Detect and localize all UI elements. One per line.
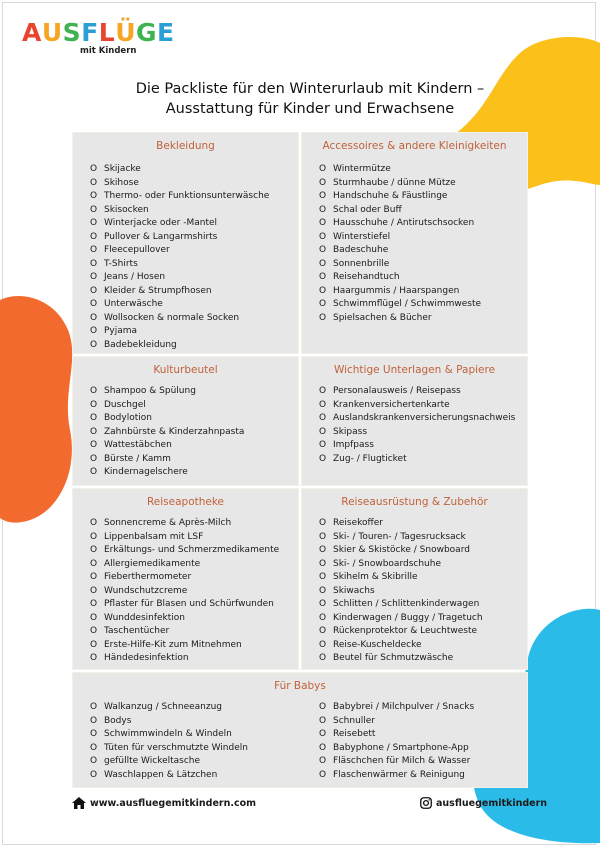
checklist-item <box>319 701 474 715</box>
checkbox-circle-icon: O <box>90 339 98 350</box>
checklist-item-label: Erste-Hilfe-Kit zum Mitnehmen <box>104 639 242 650</box>
checklist-item-label: Händedesinfektion <box>104 653 189 663</box>
checklist-item <box>90 652 279 666</box>
checkbox-circle-icon: O <box>90 467 98 477</box>
checkbox-circle-icon: O <box>90 453 98 464</box>
checklist-item-label: Schwimmwindeln & Windeln <box>104 729 232 739</box>
checklist-item-label: Bodylotion <box>104 413 152 423</box>
checklist-item <box>319 298 481 312</box>
checklist-item-label: Hausschuhe / Antirutschsocken <box>333 218 475 228</box>
checklist-item <box>319 769 474 783</box>
checklist-item <box>319 177 481 191</box>
checkbox-circle-icon: O <box>90 326 98 336</box>
section-title: Kulturbeutel <box>153 364 218 376</box>
checklist-item <box>90 426 244 440</box>
checklist-item-label: Walkanzug / Schneeanzug <box>104 702 223 712</box>
logo-letter: G <box>136 18 158 47</box>
checklist-item-label: Reisekoffer <box>333 518 383 528</box>
checkbox-circle-icon: O <box>90 626 98 636</box>
checklist-item <box>90 258 269 272</box>
section-title: Bekleidung <box>156 140 215 152</box>
checkbox-circle-icon: O <box>319 572 327 582</box>
checklist-item <box>90 728 248 742</box>
checklist-item-label: Taschentücher <box>104 626 170 636</box>
checklist-item <box>319 544 483 558</box>
logo-wordmark <box>22 20 175 46</box>
checklist-item-label: Skier & Skistöcke / Snowboard <box>333 545 470 555</box>
checklist-item-label: Handschuhe & Fäustlinge <box>333 191 448 201</box>
checklist-item <box>319 258 481 272</box>
checklist-item <box>319 439 515 453</box>
checklist-item <box>90 312 269 326</box>
checklist-item-label: Impfpass <box>333 440 374 450</box>
checklist-item <box>90 558 279 572</box>
section-reiseapotheke <box>72 488 299 670</box>
checklist-item-label: Pullover & Langarmshirts <box>104 231 218 242</box>
checkbox-circle-icon: O <box>90 413 98 423</box>
checkbox-circle-icon: O <box>319 626 327 636</box>
checkbox-circle-icon: O <box>319 218 327 228</box>
checkbox-circle-icon: O <box>319 518 327 528</box>
checklist-item <box>90 466 244 480</box>
checklist-item-label: Wattestäbchen <box>104 440 172 450</box>
checklist <box>319 517 483 666</box>
checklist-item-label: Krankenversichertenkarte <box>333 399 450 410</box>
checkbox-circle-icon: O <box>90 612 98 623</box>
checklist-item-label: Unterwäsche <box>104 299 163 309</box>
checklist-item <box>90 612 279 626</box>
checklist-item-label: Lippenbalsam mit LSF <box>104 531 204 542</box>
checkbox-circle-icon: O <box>319 231 327 242</box>
section-reiseausruestung <box>301 488 528 670</box>
checklist-item <box>319 453 515 467</box>
checklist-item-label: Schal oder Buff <box>333 204 402 215</box>
checklist <box>90 385 244 480</box>
checklist-item <box>319 385 515 399</box>
checklist-item-label: gefüllte Wickeltasche <box>104 756 201 766</box>
checkbox-circle-icon: O <box>90 299 98 309</box>
checklist-item-label: Ski- / Snowboardschuhe <box>333 558 441 569</box>
checklist-item-label: Kinderwagen / Buggy / Tragetuch <box>333 612 483 623</box>
checklist-item <box>90 453 244 467</box>
checklist-item <box>90 571 279 585</box>
checklist-item-label: Erkältungs- und Schmerzmedikamente <box>104 545 280 555</box>
checkbox-circle-icon: O <box>90 729 98 739</box>
checklist-item <box>90 399 244 413</box>
checklist <box>90 517 279 666</box>
checklist-item <box>90 231 269 245</box>
checklist-item-label: Wintermütze <box>333 164 391 174</box>
logo-letter: A <box>22 18 42 47</box>
checkbox-circle-icon: O <box>90 599 98 609</box>
checklist <box>319 385 515 466</box>
checkbox-circle-icon: O <box>90 715 98 726</box>
checkbox-circle-icon: O <box>90 440 98 450</box>
checklist-item-label: Fieberthermometer <box>104 572 192 582</box>
checklist-item <box>319 517 483 531</box>
checkbox-circle-icon: O <box>319 715 327 726</box>
checklist-item <box>90 598 279 612</box>
section-bekleidung <box>72 132 299 354</box>
checklist-item <box>90 298 269 312</box>
checklist-item <box>319 612 483 626</box>
checklist-item <box>90 217 269 231</box>
checklist-item <box>90 625 279 639</box>
checkbox-circle-icon: O <box>90 399 98 410</box>
title-line-1: Die Packliste für den Winterurlaub mit Kindern – <box>135 81 485 97</box>
checkbox-circle-icon: O <box>319 426 327 437</box>
checklist <box>319 163 481 325</box>
checkbox-circle-icon: O <box>90 164 98 174</box>
checkbox-circle-icon: O <box>319 612 327 623</box>
checklist <box>90 163 269 352</box>
checklist-item-label: Reisehandtuch <box>333 272 400 282</box>
checkbox-circle-icon: O <box>319 285 327 296</box>
page-title <box>60 79 560 119</box>
checklist-item <box>90 585 279 599</box>
checkbox-circle-icon: O <box>319 558 327 569</box>
checkbox-circle-icon: O <box>90 272 98 282</box>
checkbox-circle-icon: O <box>319 399 327 410</box>
checklist-item-label: Sonnencreme & Après-Milch <box>104 518 232 528</box>
checklist-right <box>319 701 474 782</box>
checklist-item-label: Spielsachen & Bücher <box>333 312 432 323</box>
checklist-item-label: Sturmhaube / dünne Mütze <box>333 177 456 188</box>
checklist-item <box>90 163 269 177</box>
checkbox-circle-icon: O <box>319 702 327 712</box>
checklist-item <box>90 439 244 453</box>
orange-blob-shape <box>0 290 80 525</box>
checklist-item <box>90 544 279 558</box>
checkbox-circle-icon: O <box>319 312 327 323</box>
checkbox-circle-icon: O <box>319 204 327 215</box>
logo-letter: S <box>62 18 82 47</box>
checkbox-circle-icon: O <box>90 386 98 396</box>
checkbox-circle-icon: O <box>319 653 327 663</box>
checklist-item-label: Waschlappen & Lätzchen <box>104 769 218 780</box>
checkbox-circle-icon: O <box>319 585 327 596</box>
checklist-item <box>319 231 481 245</box>
checklist-item <box>319 585 483 599</box>
checklist-item-label: Kleider & Strumpfhosen <box>104 285 212 296</box>
checklist-item-label: Winterstiefel <box>333 231 391 242</box>
logo-letter: Ü <box>115 18 137 47</box>
section-title: Für Babys <box>274 680 326 692</box>
checkbox-circle-icon: O <box>90 585 98 596</box>
checklist-item-label: Babyphone / Smartphone-App <box>333 742 469 753</box>
checklist-item-label: Personalausweis / Reisepass <box>333 386 461 396</box>
checklist-item <box>90 190 269 204</box>
logo-subtitle: mit Kindern <box>80 46 137 56</box>
checklist-item-label: Ski- / Touren- / Tagesrucksack <box>333 531 466 542</box>
section-title: Wichtige Unterlagen & Papiere <box>333 364 496 376</box>
checkbox-circle-icon: O <box>90 258 98 269</box>
instagram-icon <box>420 797 432 809</box>
checklist-item <box>319 285 481 299</box>
checklist-item-label: Zahnbürste & Kinderzahnpasta <box>104 426 245 437</box>
checklist-item-label: Pflaster für Blasen und Schürfwunden <box>104 599 274 609</box>
checklist-item <box>319 271 481 285</box>
checklist-item-label: Schlitten / Schlittenkinderwagen <box>333 599 480 609</box>
checkbox-circle-icon: O <box>319 164 327 174</box>
checkbox-circle-icon: O <box>319 299 327 309</box>
checkbox-circle-icon: O <box>90 177 98 188</box>
checklist-item-label: Zug- / Flugticket <box>333 453 407 464</box>
section-babys <box>72 672 528 788</box>
footer-instagram[interactable] <box>420 797 547 809</box>
checkbox-circle-icon: O <box>90 245 98 255</box>
section-accessoires <box>301 132 528 354</box>
checkbox-circle-icon: O <box>90 702 98 712</box>
title-line-2: Ausstattung für Kinder und Erwachsene <box>165 101 455 117</box>
checkbox-circle-icon: O <box>90 653 98 663</box>
checklist-item <box>90 742 248 756</box>
checklist-item <box>319 412 515 426</box>
checklist-item-label: Skiwachs <box>333 585 375 596</box>
checklist-item-label: Fläschchen für Milch & Wasser <box>333 756 471 766</box>
section-title: Reiseapotheke <box>146 496 225 508</box>
checkbox-circle-icon: O <box>90 426 98 437</box>
checklist-item-label: Bürste / Kamm <box>104 453 171 464</box>
checklist-item-label: Skihose <box>104 177 139 188</box>
checkbox-circle-icon: O <box>90 285 98 296</box>
checkbox-circle-icon: O <box>90 518 98 528</box>
website-link[interactable]: www.ausfluegemitkindern.com <box>90 797 257 809</box>
checkbox-circle-icon: O <box>90 756 98 766</box>
checklist-item-label: Schnuller <box>333 715 376 726</box>
logo-letter: U <box>41 18 63 47</box>
checkbox-circle-icon: O <box>319 272 327 282</box>
checklist-item-label: Schwimmflügel / Schwimmweste <box>333 299 482 309</box>
home-icon <box>72 797 86 809</box>
checklist-item-label: Skijacke <box>104 164 141 174</box>
checkbox-circle-icon: O <box>319 742 327 753</box>
checklist-item <box>90 755 248 769</box>
checklist-item-label: Sonnenbrille <box>333 258 390 269</box>
checklist-item <box>319 217 481 231</box>
checklist-item-label: Auslandskrankenversicherungsnachweis <box>333 413 516 423</box>
checklist-item <box>319 426 515 440</box>
checkbox-circle-icon: O <box>90 769 98 780</box>
checklist-item-label: Badeschuhe <box>333 245 389 255</box>
checklist-item <box>90 285 269 299</box>
checkbox-circle-icon: O <box>319 258 327 269</box>
checklist-item <box>319 163 481 177</box>
checkbox-circle-icon: O <box>90 545 98 555</box>
checklist-item <box>319 312 481 326</box>
checklist-item-label: Thermo- oder Funktionsunterwäsche <box>104 191 270 201</box>
checklist-item-label: Babybrei / Milchpulver / Snacks <box>333 702 475 712</box>
checklist-item-label: Kindernagelschere <box>104 467 188 477</box>
logo-letter: L <box>98 18 116 47</box>
logo-letter: E <box>157 18 175 47</box>
checkbox-circle-icon: O <box>90 191 98 201</box>
checklist-item <box>319 558 483 572</box>
section-title: Reiseausrüstung & Zubehör <box>341 496 488 508</box>
checkbox-circle-icon: O <box>319 599 327 609</box>
checklist-item-label: Reise-Kuscheldecke <box>333 639 422 650</box>
checklist-left <box>90 701 248 782</box>
checkbox-circle-icon: O <box>90 639 98 650</box>
checkbox-circle-icon: O <box>90 572 98 582</box>
checklist-item-label: Allergiemedikamente <box>104 558 201 569</box>
checkbox-circle-icon: O <box>90 204 98 215</box>
checkbox-circle-icon: O <box>90 312 98 323</box>
checklist-item-label: Wunddesinfektion <box>104 612 185 623</box>
checklist-item <box>319 244 481 258</box>
checklist-item-label: Tüten für verschmutzte Windeln <box>104 742 248 753</box>
checklist-item <box>319 190 481 204</box>
checklist-item <box>90 517 279 531</box>
checkbox-circle-icon: O <box>319 756 327 766</box>
checkbox-circle-icon: O <box>319 386 327 396</box>
checkbox-circle-icon: O <box>319 245 327 255</box>
checklist-item <box>319 571 483 585</box>
checklist-item-label: Wollsocken & normale Socken <box>104 312 240 323</box>
checklist-item <box>319 652 483 666</box>
checkbox-circle-icon: O <box>319 531 327 542</box>
checklist-item-label: Winterjacke oder -Mantel <box>104 218 218 228</box>
checklist-item <box>90 385 244 399</box>
checklist-item-label: Badebekleidung <box>104 339 177 350</box>
checkbox-circle-icon: O <box>319 440 327 450</box>
checkbox-circle-icon: O <box>90 231 98 242</box>
checkbox-circle-icon: O <box>319 769 327 780</box>
section-kulturbeutel <box>72 356 299 486</box>
checklist-item <box>90 325 269 339</box>
instagram-handle[interactable]: ausfluegemitkindern <box>436 797 548 809</box>
checklist-item <box>319 715 474 729</box>
checklist-item-label: Skisocken <box>104 204 149 215</box>
checklist-item <box>319 755 474 769</box>
checklist-item <box>319 742 474 756</box>
checklist-item-label: Bodys <box>104 715 132 726</box>
checkbox-circle-icon: O <box>90 218 98 228</box>
checklist-item <box>319 728 474 742</box>
checklist-item-label: T-Shirts <box>104 258 138 269</box>
checklist-item-label: Shampoo & Spülung <box>104 386 196 396</box>
section-title: Accessoires & andere Kleinigkeiten <box>322 140 507 152</box>
checklist-item <box>90 769 248 783</box>
checklist-item <box>90 271 269 285</box>
checklist-item-label: Wundschutzcreme <box>104 585 188 596</box>
checkbox-circle-icon: O <box>90 558 98 569</box>
checklist-item-label: Beutel für Schmutzwäsche <box>333 653 454 663</box>
checkbox-circle-icon: O <box>319 453 327 464</box>
checklist-item <box>90 701 248 715</box>
checklist-item-label: Fleecepullover <box>104 245 170 255</box>
checkbox-circle-icon: O <box>319 639 327 650</box>
checklist-item-label: Pyjama <box>104 326 138 336</box>
checklist-item <box>90 339 269 353</box>
checkbox-circle-icon: O <box>90 742 98 753</box>
checklist-item <box>319 531 483 545</box>
checklist-item <box>319 598 483 612</box>
checkbox-circle-icon: O <box>319 545 327 555</box>
footer-website[interactable] <box>72 797 256 809</box>
checkbox-circle-icon: O <box>319 729 327 739</box>
checklist-item <box>90 639 279 653</box>
checklist-item <box>319 399 515 413</box>
checkbox-circle-icon: O <box>319 191 327 201</box>
checklist-item <box>319 639 483 653</box>
checklist-item <box>90 715 248 729</box>
checklist-item-label: Skihelm & Skibrille <box>333 572 418 582</box>
checklist-item <box>90 531 279 545</box>
checklist-item <box>319 625 483 639</box>
logo-letter: F <box>81 18 99 47</box>
checklist-item <box>90 177 269 191</box>
checklist-item-label: Flaschenwärmer & Reinigung <box>333 769 465 780</box>
checklist-item-label: Haargummis / Haarspangen <box>333 285 460 296</box>
checkbox-circle-icon: O <box>319 177 327 188</box>
checklist-item-label: Jeans / Hosen <box>104 272 166 282</box>
checklist-item <box>319 204 481 218</box>
checklist-item-label: Reisebett <box>333 729 376 739</box>
checklist-item <box>90 244 269 258</box>
checkbox-circle-icon: O <box>90 531 98 542</box>
brand-logo <box>22 18 175 56</box>
checklist-item-label: Skipass <box>333 426 368 437</box>
checkbox-circle-icon: O <box>319 413 327 423</box>
section-unterlagen <box>301 356 528 486</box>
checklist-item-label: Duschgel <box>104 399 146 410</box>
checklist-item <box>90 204 269 218</box>
checklist-item <box>90 412 244 426</box>
checklist-item-label: Rückenprotektor & Leuchtweste <box>333 626 478 636</box>
